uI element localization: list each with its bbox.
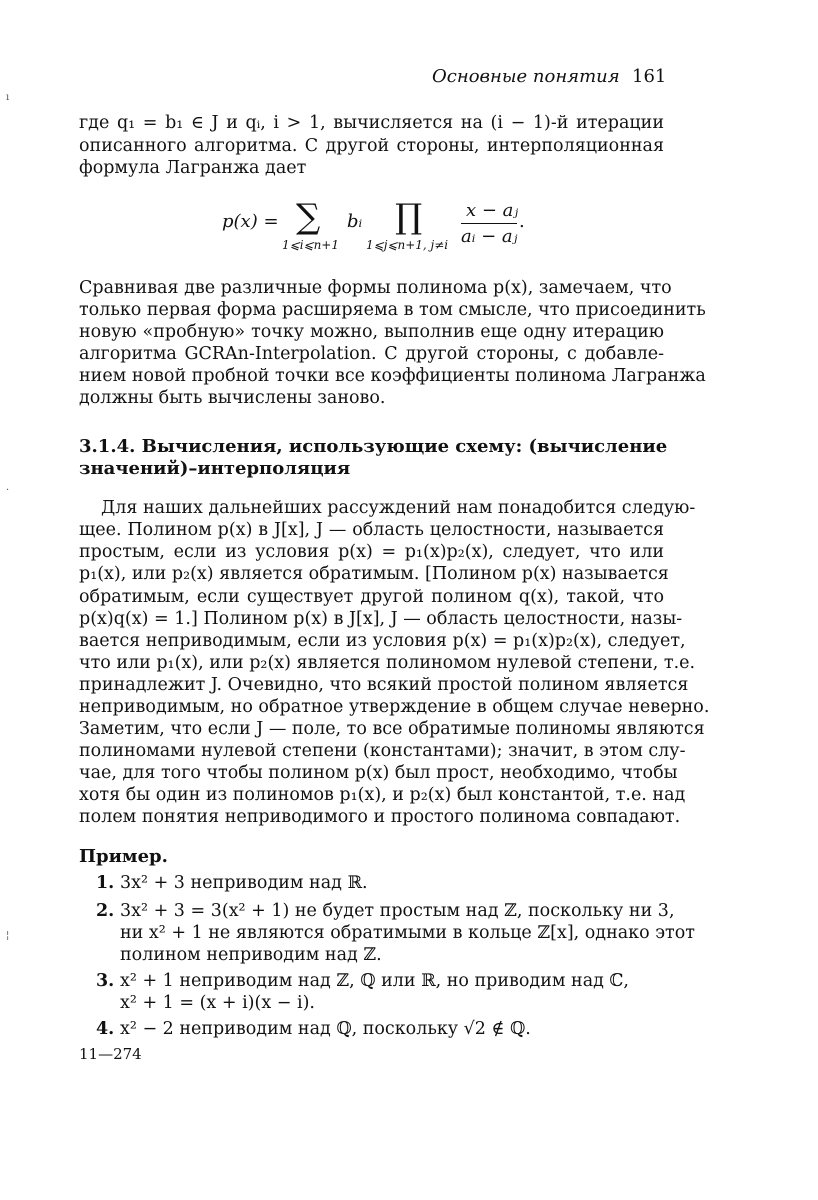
paragraph-line: принадлежит J. Очевидно, что всякий простой полином является xyxy=(79,675,689,695)
example-title: Пример. xyxy=(79,846,168,867)
item-text: x² + 1 = (x + i)(x − i). xyxy=(120,993,315,1013)
section-heading: 3.1.4. Вычисления, использующие схему: (вычисление xyxy=(79,436,668,457)
paragraph-line: вается неприводимым, если из условия p(x) = p₁(x)p₂(x), следует, xyxy=(79,631,686,651)
list-item xyxy=(96,970,664,992)
signature-mark: 11—274 xyxy=(79,1045,142,1063)
paragraph-line: обратимым, если существует другой полином q(x), такой, что xyxy=(79,587,664,607)
scan-mark: ¦ xyxy=(6,930,10,941)
scan-mark: ı xyxy=(6,92,10,103)
paragraph-line: хотя бы один из полиномов p₁(x), и p₂(x) был константой, т.е. над xyxy=(79,785,686,805)
paragraph-line: формула Лагранжа дает xyxy=(79,158,307,178)
paragraph-line: новую «пробную» точку можно, выполнив еще одну итерацию xyxy=(79,322,664,342)
fraction-numerator: x − aⱼ xyxy=(466,200,519,221)
paragraph-line: неприводимым, но обратное утверждение в общем случае неверно. xyxy=(79,697,710,717)
item-text: 3x² + 3 = 3(x² + 1) не будет простым над ℤ, поскольку ни 3, xyxy=(120,901,675,921)
sum-sign: ∑ xyxy=(296,197,321,237)
formula-period: . xyxy=(519,211,525,232)
running-header-title: Основные понятия xyxy=(432,66,620,87)
item-text: 3x² + 3 неприводим над ℝ. xyxy=(120,873,368,893)
paragraph-line: полиномами нулевой степени (константами); значит, в этом слу- xyxy=(79,741,686,761)
item-number: 4. xyxy=(96,1019,115,1039)
paragraph-line: Заметим, что если J — поле, то все обратимые полиномы являются xyxy=(79,719,705,739)
page-number: 161 xyxy=(632,66,667,87)
list-item xyxy=(96,872,664,894)
item-text: x² + 1 неприводим над ℤ, ℚ или ℝ, но приводим над ℂ, xyxy=(120,971,629,991)
paragraph-line: чае, для того чтобы полином p(x) был прост, необходимо, чтобы xyxy=(79,763,678,783)
item-text: ни x² + 1 не являются обратимыми в кольце ℤ[x], однако этот xyxy=(120,923,695,943)
paragraph-line: только первая форма расширяема в том смысле, что присоединить xyxy=(79,300,706,320)
paragraph-line: где q₁ = b₁ ∈ J и qᵢ, i > 1, вычисляется на (i − 1)-й итерации xyxy=(79,113,664,133)
list-item xyxy=(96,1018,664,1040)
item-number: 3. xyxy=(96,971,115,991)
paragraph-line: описанного алгоритма. С другой стороны, интерполяционная xyxy=(79,136,664,156)
section-heading: значений)–интерполяция xyxy=(79,458,351,479)
paragraph-line: алгоритма GCRAn-Interpolation. С другой стороны, с добавле- xyxy=(79,344,664,364)
fraction-bar xyxy=(461,223,517,224)
list-item xyxy=(96,900,675,922)
paragraph-line: p₁(x), или p₂(x) является обратимым. [Полином p(x) называется xyxy=(79,564,669,584)
coefficient: bᵢ xyxy=(347,211,363,232)
paragraph-line: нием новой пробной точки все коэффициенты полинома Лагранжа xyxy=(79,366,706,386)
item-text: x² − 2 неприводим над ℚ, поскольку √2 ∉ ℚ. xyxy=(120,1019,531,1039)
fraction-denominator: aᵢ − aⱼ xyxy=(461,226,518,247)
item-number: 2. xyxy=(96,901,115,921)
product-subscript: 1⩽j⩽n+1, j≠i xyxy=(366,238,449,252)
paragraph-line: p(x)q(x) = 1.] Полином p(x) в J[x], J — область целостности, назы- xyxy=(79,609,683,629)
paragraph-line: щее. Полином p(x) в J[x], J — область целостности, называется xyxy=(79,520,664,540)
paragraph-line: должны быть вычислены заново. xyxy=(79,388,386,408)
formula-lhs: p(x) = xyxy=(222,211,279,232)
scan-mark: · xyxy=(6,485,10,496)
paragraph-line: Для наших дальнейших рассуждений нам понадобится следую- xyxy=(101,498,696,518)
paragraph-line: что или p₁(x), или p₂(x) является полиномом нулевой степени, т.е. xyxy=(79,653,696,673)
paragraph-line: простым, если из условия p(x) = p₁(x)p₂(x), следует, что или xyxy=(79,542,664,562)
item-text: полином неприводим над ℤ. xyxy=(120,945,382,965)
paragraph-line: Сравнивая две различные формы полинома p(x), замечаем, что xyxy=(79,278,672,298)
paragraph-line: полем понятия неприводимого и простого полинома совпадают. xyxy=(79,807,681,827)
sum-subscript: 1⩽i⩽n+1 xyxy=(282,238,339,252)
item-number: 1. xyxy=(96,873,115,893)
product-sign: ∏ xyxy=(395,197,423,237)
